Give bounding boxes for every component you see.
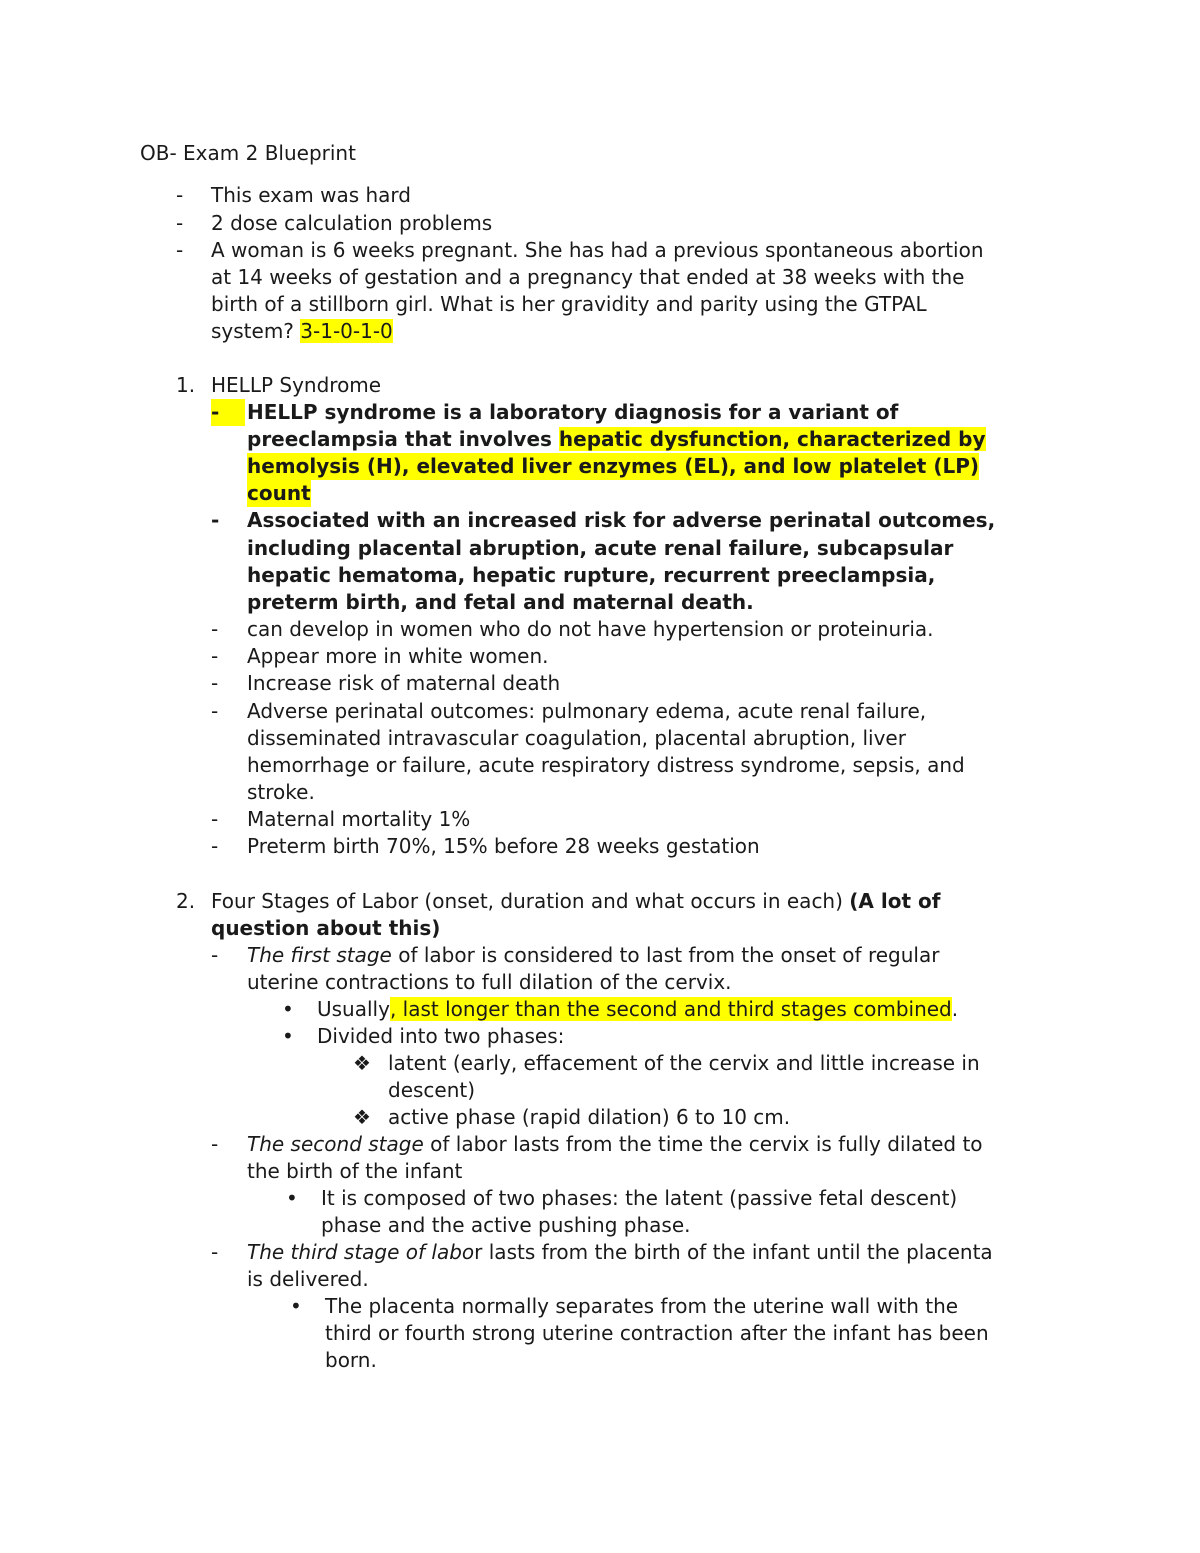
list-dash: - (211, 1240, 219, 1264)
stage-bullet: It is composed of two phases: the latent (passive fetal descent) (321, 1186, 958, 1210)
stage-line (247, 1131, 983, 1158)
section-heading-note: question about this) (211, 916, 441, 940)
section-heading: HELLP Syndrome (211, 373, 382, 397)
phase-line: active phase (rapid dilation) 6 to 10 cm. (388, 1105, 791, 1129)
hellp-text: preeclampsia that involves (247, 427, 559, 451)
list-dash: - (211, 399, 245, 426)
hellp-highlight: hepatic dysfunction, characterized by (558, 427, 986, 451)
stage-bullet: born. (325, 1348, 377, 1372)
stage-bullet: phase and the active pushing phase. (321, 1213, 691, 1237)
phase-line: latent (early, effacement of the cervix and little increase in (388, 1051, 980, 1075)
stage-line: uterine contractions to full dilation of the cervix. (247, 970, 732, 994)
list-dash: - (211, 807, 219, 831)
hellp-line: preterm birth, and fetal and maternal death. (247, 590, 754, 614)
stage-bullet: Divided into two phases: (317, 1024, 565, 1048)
list-dash: - (211, 834, 219, 858)
hellp-item-line: stroke. (247, 780, 315, 804)
hellp-item-line: hemorrhage or failure, acute respiratory distress syndrome, sepsis, and (247, 753, 965, 777)
stage-line (247, 942, 939, 969)
document-title: OB- Exam 2 Blueprint (140, 141, 356, 165)
hellp-highlight: hemolysis (H), elevated liver enzymes (EL), and low platelet (LP) (247, 454, 980, 478)
stage-text: of labor is considered to last from the onset of regular (391, 943, 940, 967)
stage-bullet-highlight: , last longer than the second and third stages combined (389, 997, 952, 1021)
hellp-item: Appear more in white women. (247, 644, 549, 668)
list-dash: - (211, 617, 219, 641)
hellp-line: HELLP syndrome is a laboratory diagnosis for a variant of (247, 400, 899, 424)
stage-bullet: third or fourth strong uterine contraction after the infant has been (325, 1321, 989, 1345)
intro-item: 2 dose calculation problems (211, 211, 493, 235)
intro-item-line: A woman is 6 weeks pregnant. She has had a previous spontaneous abortion (211, 238, 984, 262)
stage-line: is delivered. (247, 1267, 369, 1291)
hellp-line: Associated with an increased risk for adverse perinatal outcomes, (247, 508, 996, 532)
stage-bullet-text: Usually (317, 997, 390, 1021)
phase-line: descent) (388, 1078, 476, 1102)
hellp-item-line: Adverse perinatal outcomes: pulmonary edema, acute renal failure, (247, 699, 927, 723)
stage-text: r lasts from the birth of the infant until the placenta (474, 1240, 993, 1264)
stage-bullet-text: . (951, 997, 959, 1021)
section-heading-note: (A lot of (849, 889, 941, 913)
hellp-line: including placental abruption, acute renal failure, subcapsular (247, 536, 954, 560)
bullet: • (282, 1024, 294, 1048)
stage-bullet (317, 996, 958, 1023)
stage-bullet: The placenta normally separates from the uterine wall with the (325, 1294, 959, 1318)
stage-line: the birth of the infant (247, 1159, 463, 1183)
stage-name: The third stage of labo (247, 1240, 475, 1264)
diamond-bullet-icon: ❖ (353, 1105, 371, 1129)
list-dash: - (211, 508, 220, 532)
hellp-item-line: disseminated intravascular coagulation, placental abruption, liver (247, 726, 906, 750)
bullet: • (290, 1294, 302, 1318)
bullet: • (286, 1186, 298, 1210)
intro-item: This exam was hard (211, 183, 411, 207)
list-dash: - (211, 1132, 219, 1156)
stage-text: of labor lasts from the time the cervix is fully dilated to (423, 1132, 983, 1156)
list-dash: - (211, 699, 219, 723)
list-dash: - (211, 644, 219, 668)
list-dash: - (176, 211, 184, 235)
list-dash: - (176, 238, 184, 262)
gtpal-answer: 3-1-0-1-0 (300, 319, 393, 343)
hellp-line (247, 426, 986, 453)
hellp-highlight: count (247, 481, 311, 505)
section-heading (211, 888, 940, 915)
bullet: • (282, 997, 294, 1021)
section-number: 1. (176, 373, 196, 397)
hellp-item: Maternal mortality 1% (247, 807, 471, 831)
list-dash: - (211, 671, 219, 695)
intro-item-line: at 14 weeks of gestation and a pregnancy that ended at 38 weeks with the (211, 265, 965, 289)
intro-item-line: birth of a stillborn girl. What is her gravidity and parity using the GTPAL (211, 292, 927, 316)
section-heading-text: Four Stages of Labor (onset, duration and what occurs in each) (211, 889, 850, 913)
stage-name: The second stage (247, 1132, 424, 1156)
stage-name: The first stage (247, 943, 392, 967)
list-dash: - (176, 183, 184, 207)
stage-line (247, 1239, 993, 1266)
hellp-item: Increase risk of maternal death (247, 671, 561, 695)
intro-question-end: system? (211, 319, 301, 343)
intro-item-line (211, 318, 393, 345)
section-number: 2. (176, 889, 196, 913)
hellp-item: can develop in women who do not have hypertension or proteinuria. (247, 617, 934, 641)
hellp-line: hepatic hematoma, hepatic rupture, recurrent preeclampsia, (247, 563, 936, 587)
list-dash: - (211, 943, 219, 967)
hellp-item: Preterm birth 70%, 15% before 28 weeks gestation (247, 834, 760, 858)
diamond-bullet-icon: ❖ (353, 1051, 371, 1075)
